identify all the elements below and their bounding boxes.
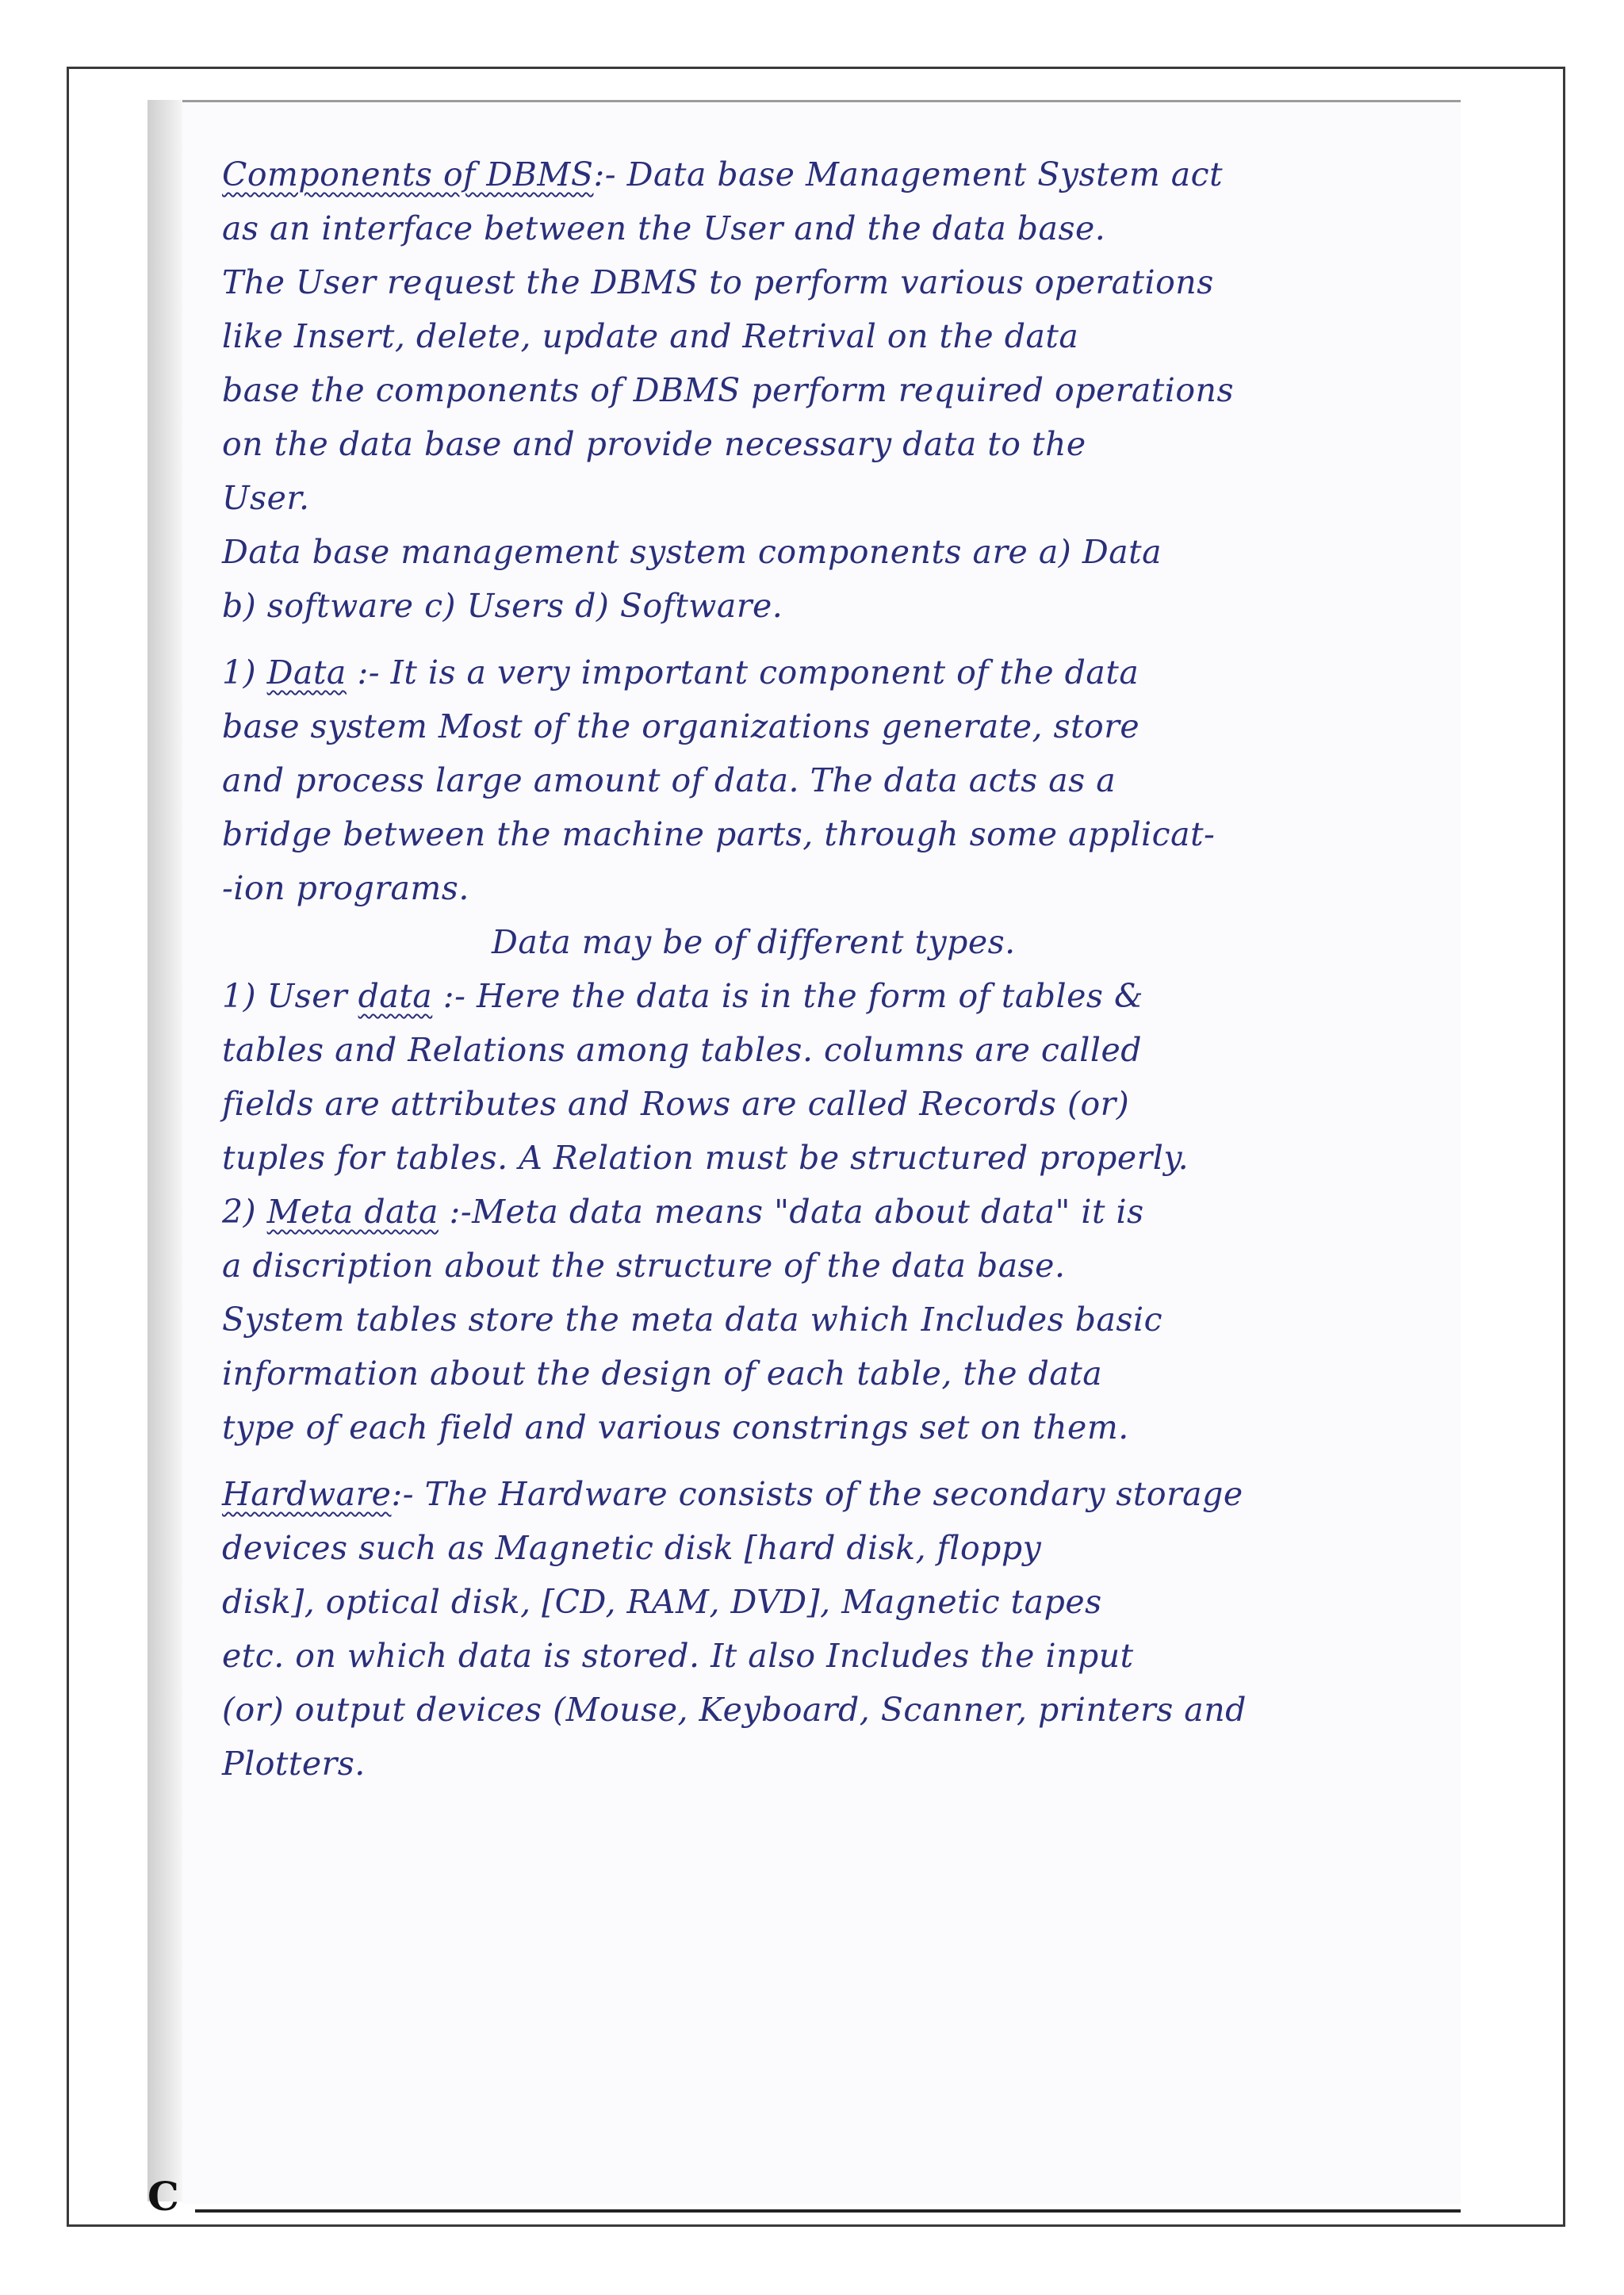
user-data-heading-prefix: 1) User	[222, 977, 348, 1015]
data-heading: Data	[266, 653, 347, 692]
hardware-text-1: :- The Hardware consists of the secondary storage	[391, 1475, 1243, 1513]
meta-data-text-1: :-Meta data means "data about data" it is	[449, 1193, 1144, 1231]
data-line-6: Data may be of different types.	[492, 923, 1016, 961]
hardware-line-1	[222, 1467, 1459, 1521]
data-line-1	[222, 646, 1459, 699]
user-data-line-1	[222, 969, 1459, 1023]
hardware-heading: Hardware	[222, 1475, 392, 1513]
user-data-text-1: :- Here the data is in the form of tables &	[442, 977, 1144, 1015]
hardware-line-6: Plotters.	[222, 1745, 366, 1783]
intro-line-2: as an interface between the User and the data base.	[222, 209, 1106, 247]
bottom-rule	[195, 2209, 1461, 2213]
hardware-line-2: devices such as Magnetic disk [hard disk, floppy	[222, 1529, 1042, 1567]
data-heading-prefix: 1)	[222, 653, 257, 692]
data-line-5: -ion programs.	[222, 869, 469, 907]
data-text-1: :- It is a very important component of the data	[357, 653, 1139, 692]
user-data-line-4: tuples for tables. A Relation must be structured properly.	[222, 1139, 1189, 1177]
scan-shadow-strip	[147, 100, 182, 2201]
intro-text-1: :- Data base Management System act	[593, 155, 1224, 193]
hardware-line-5: (or) output devices (Mouse, Keyboard, Scanner, printers and	[222, 1691, 1247, 1729]
corner-mark: C	[147, 2173, 179, 2220]
components-heading: Components of DBMS	[222, 155, 594, 193]
intro-line-1	[222, 148, 1459, 201]
handwritten-notes	[222, 148, 1459, 1791]
meta-data-line-2: a discription about the structure of the data base.	[222, 1247, 1066, 1285]
meta-data-heading-prefix: 2)	[222, 1193, 257, 1231]
intro-line-3: The User request the DBMS to perform various operations	[222, 263, 1214, 301]
data-line-3: and process large amount of data. The data acts as a	[222, 761, 1116, 799]
meta-data-line-4: information about the design of each table, the data	[222, 1354, 1103, 1393]
hardware-line-3: disk], optical disk, [CD, RAM, DVD], Magnetic tapes	[222, 1583, 1102, 1621]
data-line-4: bridge between the machine parts, through some applicat-	[222, 815, 1216, 853]
intro-line-4: like Insert, delete, update and Retrival on the data	[222, 317, 1079, 355]
intro-line-6: on the data base and provide necessary data to the	[222, 425, 1086, 463]
user-data-line-3: fields are attributes and Rows are called Records (or)	[222, 1085, 1130, 1123]
meta-data-line-5: type of each field and various constrings set on them.	[222, 1408, 1129, 1446]
components-list-line-1: Data base management system components are a) Data	[222, 533, 1162, 571]
meta-data-heading: Meta data	[266, 1193, 439, 1231]
user-data-heading: data	[358, 977, 433, 1015]
intro-line-5: base the components of DBMS perform required operations	[222, 371, 1234, 409]
meta-data-line-3: System tables store the meta data which Includes basic	[222, 1301, 1163, 1339]
components-list-line-2: b) software c) Users d) Software.	[222, 587, 783, 625]
intro-line-7: User.	[222, 479, 310, 517]
meta-data-line-1	[222, 1185, 1459, 1239]
hardware-line-4: etc. on which data is stored. It also Includes the input	[222, 1637, 1134, 1675]
user-data-line-2: tables and Relations among tables. columns are called	[222, 1031, 1143, 1069]
data-line-2: base system Most of the organizations generate, store	[222, 707, 1140, 745]
